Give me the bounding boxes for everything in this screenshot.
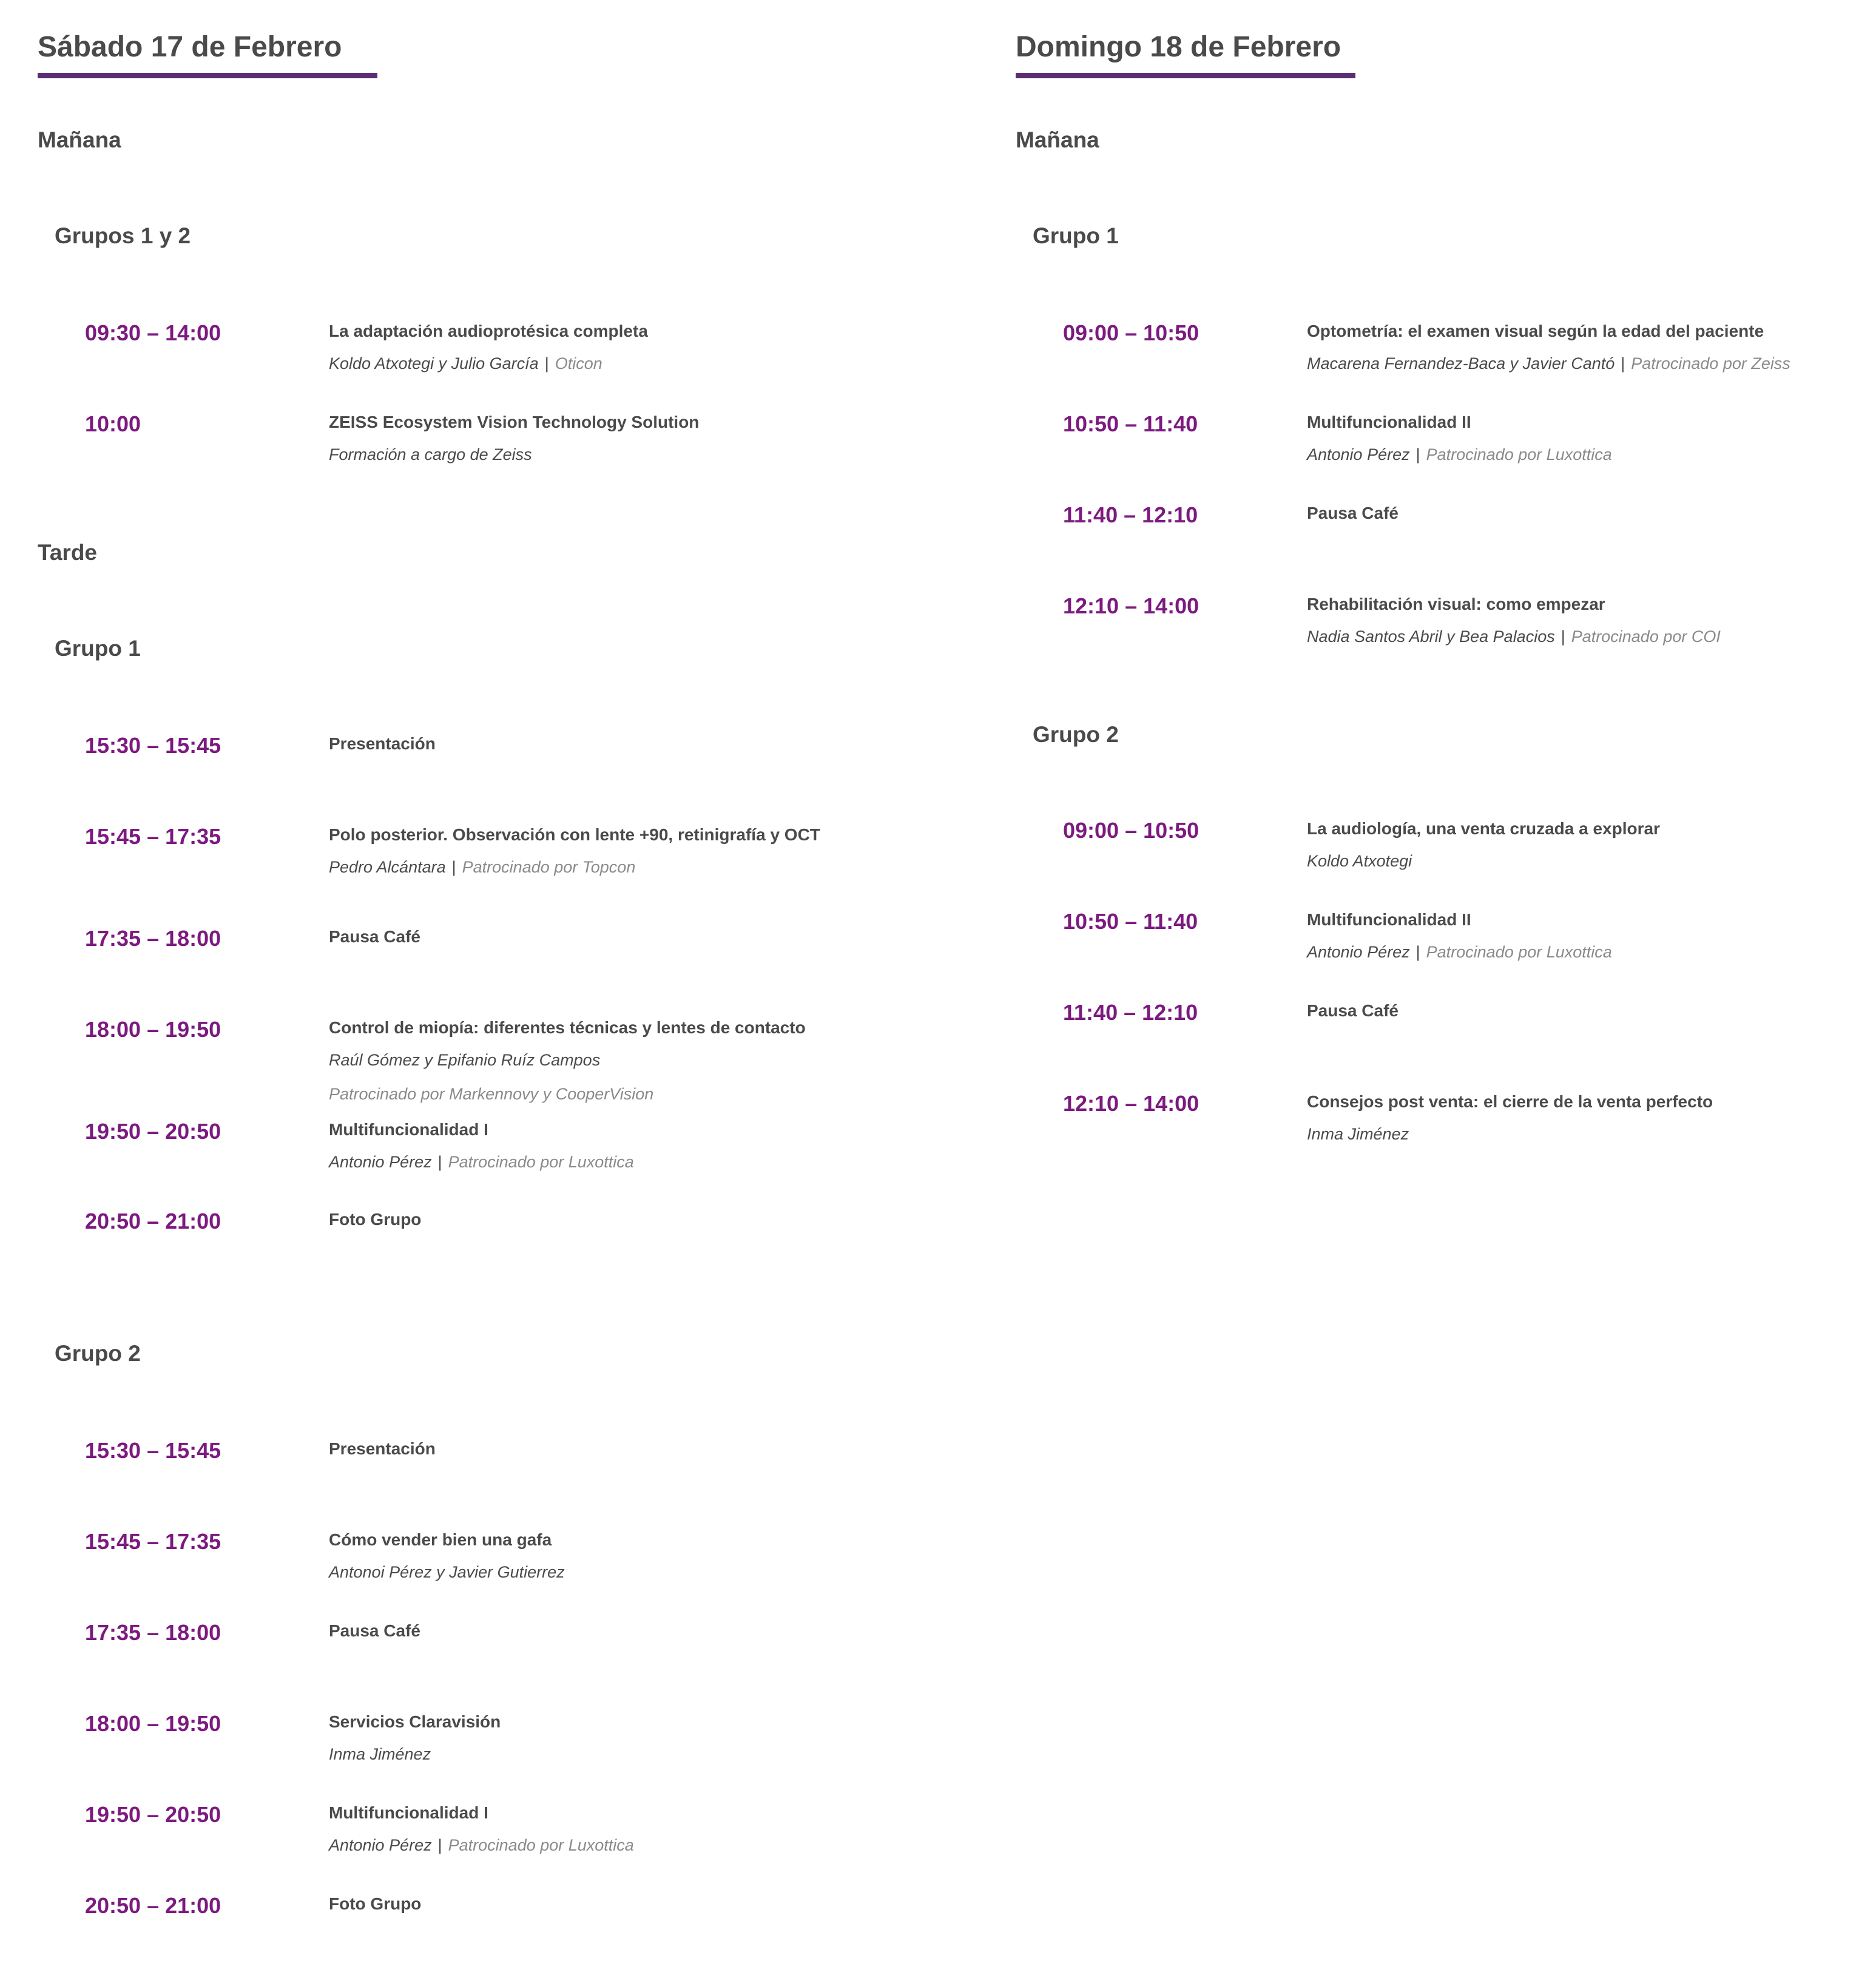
session-time: 15:30 – 15:45 [85,733,221,758]
separator: | [1621,354,1625,373]
sunday-title: Domingo 18 de Febrero [1016,31,1341,63]
session-sponsor: Patrocinado por Luxottica [448,1836,634,1854]
session-meta [329,354,602,373]
session-title: Multifuncionalidad I [329,1803,488,1822]
separator: | [1561,627,1565,646]
session-time: 10:00 [85,411,141,436]
session-time: 11:40 – 12:10 [1063,502,1198,527]
session-time: 15:45 – 17:35 [85,824,221,849]
session-time: 15:30 – 15:45 [85,1438,221,1463]
separator: | [1415,445,1420,464]
saturday-afternoon-label: Tarde [38,540,98,565]
session-speakers: Antonio Pérez [329,1836,432,1854]
session-sponsor: Patrocinado por Topcon [462,858,636,876]
session-speakers: Pedro Alcántara [329,858,446,876]
session-time: 10:50 – 11:40 [1063,411,1198,436]
session-speakers: Koldo Atxotegi [1307,852,1412,870]
separator: | [437,1153,442,1171]
session-title: Multifuncionalidad I [329,1120,488,1139]
session-speakers: Antonio Pérez [1307,445,1410,464]
session-title: Foto Grupo [329,1210,422,1229]
session-meta [1307,627,1721,646]
saturday-title-underline [38,73,377,78]
session-time: 19:50 – 20:50 [85,1802,221,1827]
session-meta [1307,943,1612,962]
session-time: 17:35 – 18:00 [85,926,221,951]
session-speakers: Macarena Fernandez-Baca y Javier Cantó [1307,354,1615,373]
session-sponsor: Oticon [555,354,602,373]
session-time: 09:00 – 10:50 [1063,818,1199,843]
sunday-group1-label: Grupo 1 [1033,223,1119,248]
session-title: Presentación [329,734,436,753]
session-speakers: Antonio Pérez [329,1153,432,1171]
session-meta [329,858,635,877]
session-title: Multifuncionalidad II [1307,413,1471,431]
session-meta [1307,354,1790,373]
session-time: 11:40 – 12:10 [1063,1000,1198,1025]
session-speakers: Inma Jiménez [329,1745,431,1763]
session-speakers: Antonio Pérez [1307,943,1410,961]
session-time: 20:50 – 21:00 [85,1893,221,1918]
session-sponsor: Patrocinado por Markennovy y CooperVision [329,1085,654,1103]
session-title: Consejos post venta: el cierre de la venta perfecto [1307,1092,1713,1111]
session-title: La audiología, una venta cruzada a explorar [1307,819,1660,838]
saturday-afternoon-group2-label: Grupo 2 [55,1341,141,1366]
session-sponsor: Patrocinado por Zeiss [1631,354,1790,373]
session-meta [1307,445,1612,464]
session-title: Multifuncionalidad II [1307,910,1471,929]
session-speakers: Formación a cargo de Zeiss [329,445,532,464]
session-title: Foto Grupo [329,1894,422,1913]
session-time: 18:00 – 19:50 [85,1017,221,1042]
session-title: Optometría: el examen visual según la edad del paciente [1307,322,1764,340]
separator: | [437,1836,442,1854]
session-title: Polo posterior. Observación con lente +90, retinigrafía y OCT [329,825,820,844]
session-title: Rehabilitación visual: como empezar [1307,595,1605,613]
session-title: Pausa Café [329,927,420,946]
session-title: Cómo vender bien una gafa [329,1530,552,1549]
separator: | [1415,943,1420,961]
session-speakers: Koldo Atxotegi y Julio García [329,354,539,373]
session-time: 18:00 – 19:50 [85,1711,221,1736]
session-title: Servicios Claravisión [329,1712,501,1731]
session-title: Control de miopía: diferentes técnicas y lentes de contacto [329,1018,806,1037]
session-title: Presentación [329,1439,436,1458]
session-title: Pausa Café [1307,504,1399,522]
session-sponsor: Patrocinado por Luxottica [448,1153,634,1171]
session-speakers: Antonoi Pérez y Javier Gutierrez [329,1563,565,1581]
session-speakers: Inma Jiménez [1307,1125,1409,1143]
session-title: La adaptación audioprotésica completa [329,322,648,340]
separator: | [451,858,456,876]
separator: | [544,354,549,373]
session-meta [329,1153,634,1172]
session-sponsor: Patrocinado por COI [1571,627,1721,646]
session-time: 19:50 – 20:50 [85,1119,221,1144]
saturday-morning-label: Mañana [38,127,121,152]
session-time: 12:10 – 14:00 [1063,1091,1199,1116]
sunday-group2-label: Grupo 2 [1033,722,1119,747]
session-title: Pausa Café [329,1621,420,1640]
saturday-morning-group-label: Grupos 1 y 2 [55,223,191,248]
session-time: 17:35 – 18:00 [85,1620,221,1645]
saturday-afternoon-group1-label: Grupo 1 [55,636,141,661]
session-sponsor: Patrocinado por Luxottica [1426,943,1612,961]
session-sponsor: Patrocinado por Luxottica [1426,445,1612,464]
session-title: Pausa Café [1307,1001,1399,1020]
session-time: 12:10 – 14:00 [1063,593,1199,618]
saturday-title: Sábado 17 de Febrero [38,31,342,63]
session-speakers: Nadia Santos Abril y Bea Palacios [1307,627,1555,646]
sunday-title-underline [1016,73,1355,78]
session-time: 09:30 – 14:00 [85,320,221,345]
session-speakers: Raúl Gómez y Epifanio Ruíz Campos [329,1051,601,1069]
session-time: 20:50 – 21:00 [85,1209,221,1234]
session-title: ZEISS Ecosystem Vision Technology Solution [329,413,700,431]
session-time: 15:45 – 17:35 [85,1529,221,1554]
sunday-morning-label: Mañana [1016,127,1099,152]
session-time: 10:50 – 11:40 [1063,909,1198,934]
session-meta [329,1836,634,1855]
session-time: 09:00 – 10:50 [1063,320,1199,345]
